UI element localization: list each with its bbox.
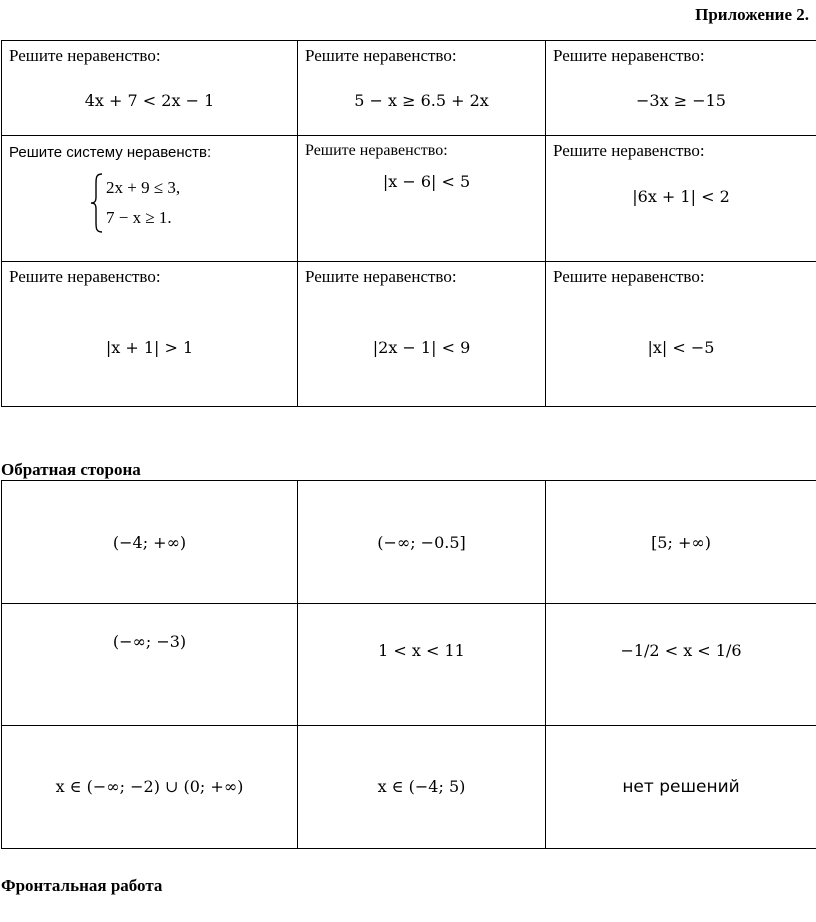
task-expression: −3x ≥ −15: [636, 91, 726, 110]
task-label: Решите неравенство:: [9, 267, 161, 286]
task-label: Решите неравенство:: [553, 46, 705, 65]
task-label: Решите неравенство:: [9, 46, 161, 65]
task-expression: 4x + 7 < 2x − 1: [84, 91, 215, 110]
task-cell-2: [298, 41, 546, 136]
task-expression: |x − 6| < 5: [382, 172, 471, 191]
answer-cell-3: [546, 481, 816, 604]
answer-text: x ∈ (−4; 5): [377, 777, 466, 796]
task-cell-8: [298, 262, 546, 407]
task-label: Решите неравенство:: [553, 267, 705, 286]
system-line-1: 2x + 9 ≤ 3,: [106, 178, 181, 197]
task-expression: |x| < −5: [647, 338, 715, 357]
answer-text: [5; +∞): [651, 533, 711, 552]
answer-cell-6: [546, 604, 816, 726]
task-expression: |x + 1| > 1: [105, 338, 194, 357]
back-answers-table: [1, 480, 816, 849]
task-label: Решите неравенство:: [305, 46, 457, 65]
task-cell-6: [546, 136, 816, 262]
task-cell-7: [2, 262, 298, 407]
task-label: Решите неравенство:: [305, 142, 448, 159]
frontal-work-heading: Фронтальная работа: [1, 876, 163, 895]
answer-text: 1 < x < 11: [378, 641, 465, 660]
answer-cell-1: [2, 481, 298, 604]
answer-text: (−∞; −0.5]: [377, 533, 466, 552]
answer-text: нет решений: [622, 777, 740, 797]
task-expression: |2x − 1| < 9: [372, 338, 471, 357]
curly-brace-icon: [90, 172, 104, 234]
task-label: Решите неравенство:: [305, 267, 457, 286]
answer-cell-7: [2, 726, 298, 849]
task-expression: 5 − x ≥ 6.5 + 2x: [354, 91, 489, 110]
answer-text: (−4; +∞): [112, 533, 187, 552]
answer-text: x ∈ (−∞; −2) ∪ (0; +∞): [55, 777, 244, 796]
task-label: Решите систему неравенств:: [9, 144, 212, 161]
task-cell-1: [2, 41, 298, 136]
system-line-2: 7 − x ≥ 1.: [106, 208, 172, 227]
answer-cell-5: [298, 604, 546, 726]
appendix-title: Приложение 2.: [695, 5, 809, 24]
task-label: Решите неравенство:: [553, 141, 705, 160]
answer-text: (−∞; −3): [112, 632, 187, 651]
answer-text: −1/2 < x < 1/6: [620, 641, 742, 660]
task-cell-9: [546, 262, 816, 407]
task-cell-5: [298, 136, 546, 262]
answer-cell-8: [298, 726, 546, 849]
answer-cell-9: [546, 726, 816, 849]
front-tasks-table: [1, 40, 816, 407]
answer-cell-2: [298, 481, 546, 604]
inequality-system: [90, 172, 180, 234]
task-cell-4: [2, 136, 298, 262]
task-cell-3: [546, 41, 816, 136]
back-side-heading: Обратная сторона: [1, 460, 141, 479]
task-expression: |6x + 1| < 2: [632, 187, 730, 206]
answer-cell-4: [2, 604, 298, 726]
